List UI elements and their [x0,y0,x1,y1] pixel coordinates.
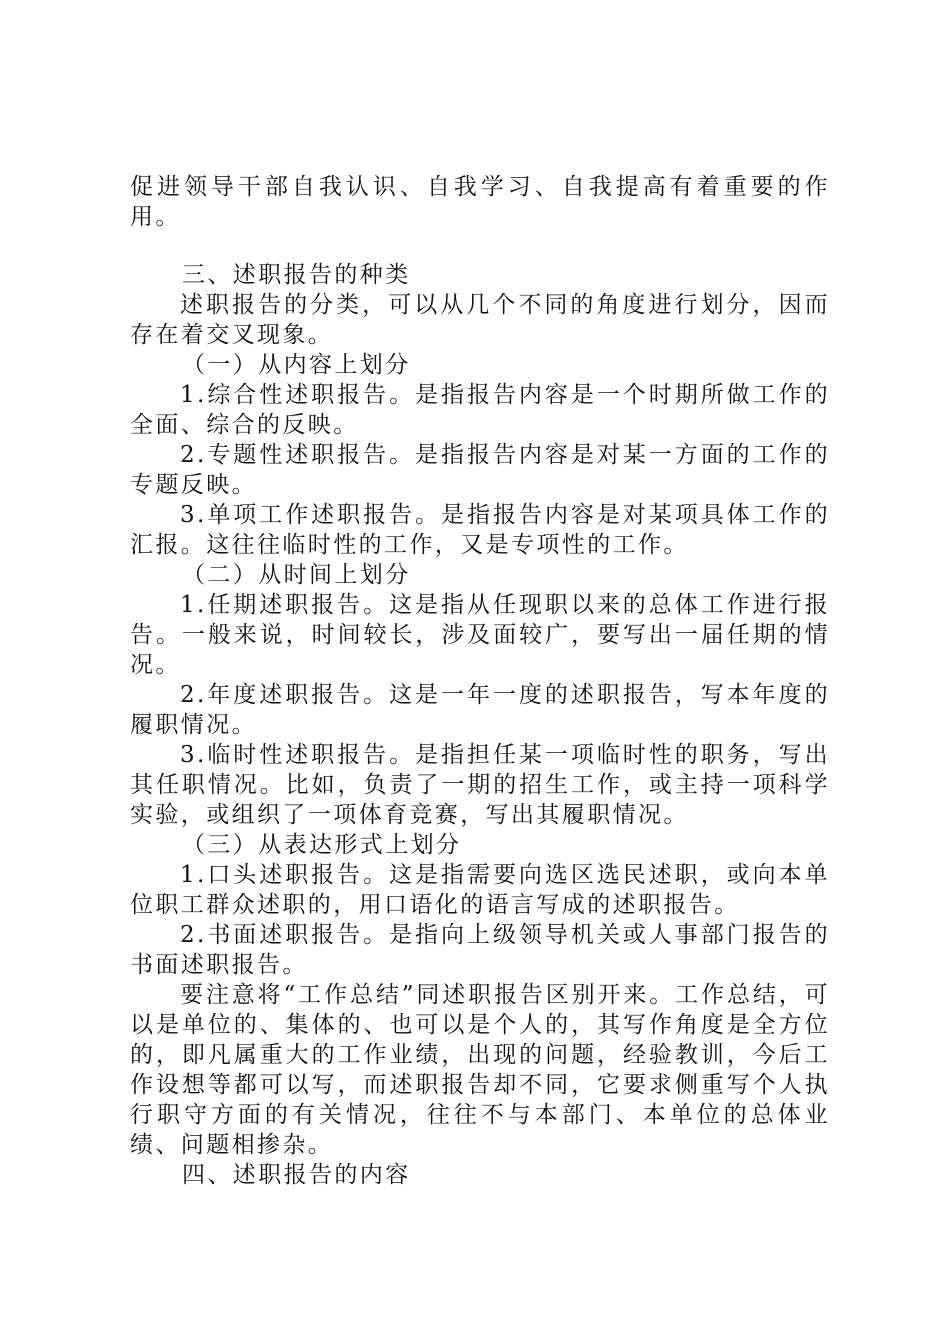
paragraph: 要注意将“工作总结”同述职报告区别开来。工作总结，可以是单位的、集体的、也可以是个人的，其写作角度是全方位的，即凡属重大的工作业绩，出现的问题，经验教训，今后工作设想等都可以写，而述职报告却不同，它要求侧重写个人执行职守方面的有关情况，往往不与本部门、本单位的总体业绩、问题相掺杂。 [130,982,830,1158]
paragraph: 1.口头述职报告。这是指需要向选区选民述职，或向本单位职工群众述职的，用口语化的语言写成的述职报告。 [130,862,830,918]
paragraph: 1.综合性述职报告。是指报告内容是一个时期所做工作的全面、综合的反映。 [130,382,830,438]
document-body [130,172,830,1190]
subheading-by-form: （三）从表达形式上划分 [182,832,462,858]
paragraph: 2.专题性述职报告。是指报告内容是对某一方面的工作的专题反映。 [130,442,830,498]
paragraph: 2.年度述职报告。这是一年一度的述职报告，写本年度的履职情况。 [130,682,830,738]
paragraph: 1.任期述职报告。这是指从任现职以来的总体工作进行报告。一般来说，时间较长，涉及面较广，要写出一届任期的情况。 [130,592,830,678]
paragraph: 3.单项工作述职报告。是指报告内容是对某项具体工作的汇报。这往往临时性的工作，又是专项性的工作。 [130,502,830,558]
paragraph-continued: 促进领导干部自我认识、自我学习、自我提高有着重要的作用。 [130,174,830,230]
section-heading-4: 四、述职报告的内容 [182,1162,411,1188]
subheading-by-time: （二）从时间上划分 [182,562,411,588]
subheading-by-content: （一）从内容上划分 [182,352,411,378]
paragraph: 述职报告的分类，可以从几个不同的角度进行划分，因而存在着交叉现象。 [130,292,830,348]
paragraph: 3.临时性述职报告。是指担任某一项临时性的职务，写出其任职情况。比如，负责了一期的招生工作，或主持一项科学实验，或组织了一项体育竞赛，写出其履职情况。 [130,742,830,828]
paragraph: 2.书面述职报告。是指向上级领导机关或人事部门报告的书面述职报告。 [130,922,830,978]
section-heading-3: 三、述职报告的种类 [182,262,411,288]
